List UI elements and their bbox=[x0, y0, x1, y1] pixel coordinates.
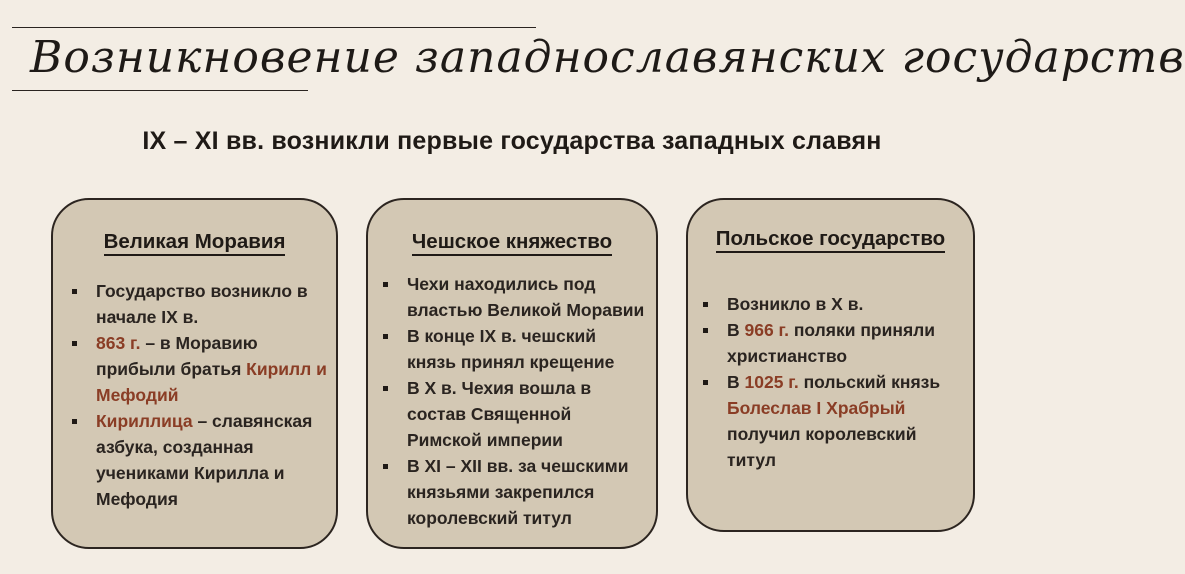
list-item bbox=[697, 291, 967, 317]
list-item bbox=[697, 317, 967, 369]
card-list bbox=[697, 291, 967, 473]
item-text: Возникло в X в. bbox=[727, 294, 864, 314]
item-text: – славянская азбука, созданная учениками Кирилла и Мефодия bbox=[96, 411, 313, 509]
card-czech-principality bbox=[366, 198, 658, 549]
item-text: Чехи находились под властью Великой Моравии bbox=[407, 274, 645, 320]
item-text: В конце IX в. чешский князь принял крещение bbox=[407, 326, 615, 372]
title-bottom-rule bbox=[12, 90, 308, 91]
highlighted-term: Кириллица bbox=[96, 411, 193, 431]
item-text: – в Моравию прибыли братья bbox=[96, 333, 258, 379]
list-item bbox=[377, 271, 649, 323]
card-title: Великая Моравия bbox=[104, 230, 286, 256]
card-title: Польское государство bbox=[716, 227, 945, 253]
item-text: получил королевский титул bbox=[727, 424, 917, 470]
list-item bbox=[66, 408, 328, 512]
list-item bbox=[66, 330, 328, 408]
list-item bbox=[377, 453, 649, 531]
item-text: польский князь bbox=[798, 372, 941, 392]
list-item bbox=[66, 278, 328, 330]
list-item bbox=[377, 375, 649, 453]
card-list bbox=[66, 278, 328, 512]
highlighted-term: 1025 г. bbox=[744, 372, 799, 392]
card-polish-state bbox=[686, 198, 975, 532]
highlighted-term: Болеслав I Храбрый bbox=[727, 398, 906, 418]
page-title: Возникновение западнославянских государств bbox=[30, 32, 1185, 83]
item-text: В XI – XII вв. за чешскими князьями закрепился королевский титул bbox=[407, 456, 629, 528]
item-text: В bbox=[727, 320, 745, 340]
item-text: Государство возникло в начале IX в. bbox=[96, 281, 308, 327]
item-text: В bbox=[727, 372, 745, 392]
card-great-moravia bbox=[51, 198, 338, 549]
card-title: Чешское княжество bbox=[412, 230, 612, 256]
highlighted-term: 863 г. bbox=[96, 333, 141, 353]
highlighted-term: Кирилл и Мефодий bbox=[96, 359, 327, 405]
page-subtitle: IX – XI вв. возникли первые государства западных славян bbox=[142, 127, 882, 155]
card-list bbox=[377, 271, 649, 531]
list-item bbox=[697, 369, 967, 473]
item-text: В X в. Чехия вошла в состав Священной Римской империи bbox=[407, 378, 592, 450]
item-text: поляки приняли христианство bbox=[727, 320, 936, 366]
highlighted-term: 966 г. bbox=[744, 320, 789, 340]
list-item bbox=[377, 323, 649, 375]
